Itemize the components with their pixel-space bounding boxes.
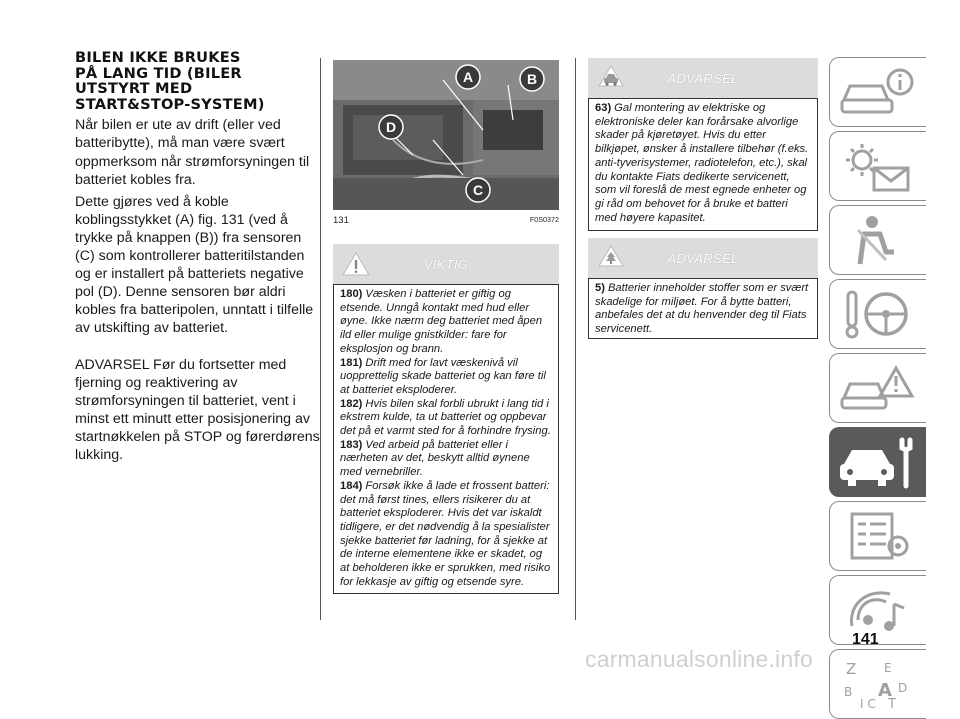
advarsel-environment-body xyxy=(588,278,818,339)
notice-item xyxy=(340,357,553,398)
notice-item xyxy=(340,398,553,439)
notice-item-text: Ved arbeid på batteriet eller i nærheten av det, beskytt alltid øynene med vernebriller. xyxy=(340,438,530,479)
tab-safety[interactable] xyxy=(829,205,926,275)
svg-text:I C: I C xyxy=(860,697,876,711)
notice-item-text: Forsøk ikke å lade et frossent batteri: det må først tines, ellers risikerer du at batteriet eksploderer. Hvis det var iskaldt tidligere, er det nødvendig å la spesialister sjekke batteriet før ladning, for å sjekke at de interne elementene ikke er skadet, og at beholderen ikke er sprukken, med risiko for lekkasje av giftig og etsende syre. xyxy=(340,479,551,588)
viktig-title: VIKTIG xyxy=(423,257,469,272)
alphabetical-index-icon xyxy=(838,656,918,712)
viktig-notice-header xyxy=(333,244,559,284)
advarsel-environment-header xyxy=(588,238,818,278)
svg-text:D: D xyxy=(898,681,908,695)
paragraph-disconnect-steps: Dette gjøres ved å koble koblingsstykket (A) fig. 131 (ved å trykke på knappen (B)) fra sensoren (C) som kontrollerer batteritilstanden og er installert på batteriets negative pol (D). Denne sensoren bør aldri kobles fra batteripolen, unntatt i tilfelle av utskifting av batteriet. xyxy=(75,193,314,337)
watermark-text: carmanualsonline.info xyxy=(585,646,813,672)
callout-a xyxy=(456,65,480,89)
seat-belt-person-icon xyxy=(838,212,918,270)
figure-caption xyxy=(333,215,559,227)
battery-photo-illustration xyxy=(333,60,559,210)
notice-item-text: Gal montering av elektriske og elektroniske deler kan forårsake alvorlige skader på kjøretøyet. Hvis du etter bilkjøpet, ønsker å installere tilbehør (f.eks. anti-tyverisystemer, radiotelefon, etc.), skal du kontakte Fiats dedikerte servicenett, som vil foreslå de mest egnede enheter og gi råd om behovet for å bruke et batteri med høyere kapasitet. xyxy=(595,102,809,224)
figure-number: 131 xyxy=(333,215,349,226)
tab-technical-data[interactable] xyxy=(829,501,926,571)
tab-emergency[interactable] xyxy=(829,353,926,423)
notice-item xyxy=(340,288,553,357)
tab-car-info[interactable] xyxy=(829,57,926,127)
column-divider xyxy=(575,58,576,620)
svg-text:C: C xyxy=(472,182,484,198)
svg-text:A: A xyxy=(878,680,892,701)
svg-text:D: D xyxy=(385,119,397,135)
notice-item xyxy=(340,439,553,480)
left-text-column xyxy=(75,50,323,464)
car-crash-warning-icon xyxy=(838,360,918,418)
svg-text:E: E xyxy=(884,661,892,675)
car-info-icon xyxy=(838,64,918,122)
heading-line: START&STOP-SYSTEM) xyxy=(75,95,265,113)
svg-text:Z: Z xyxy=(846,660,857,678)
section-heading xyxy=(75,50,323,112)
heading-line: UTSTYRT MED xyxy=(75,80,193,98)
notice-item-text: Drift med for lavt væskenivå vil uopprettelig skade batteriet og kan føre til at batteriet eksploderer. xyxy=(340,356,546,396)
notice-item-number: 63) xyxy=(595,102,612,114)
notice-item-text: Hvis bilen skal forbli ubrukt i lang tid i ekstrem kulde, ta ut batteriet og oppbevar det på et varmt sted for å forhindre frysing. xyxy=(340,397,551,438)
callout-b xyxy=(520,67,544,91)
notice-item-number: 180) xyxy=(340,288,363,300)
svg-text:B: B xyxy=(526,71,538,87)
notice-item-text: Væsken i batteriet er giftig og etsende. Unngå kontakt med hud eller øyne. Ikke nærm deg batteriet med åpen ild eller mulige gnistkilder: fare for eksplosjon og brann. xyxy=(340,288,543,355)
svg-text:B: B xyxy=(844,685,853,699)
maintenance-list-icon xyxy=(838,508,918,566)
viktig-notice-body xyxy=(333,284,559,594)
svg-text:T: T xyxy=(888,697,896,712)
notice-item-number: 183) xyxy=(340,438,363,451)
notice-item-text: Batterier inneholder stoffer som er svært skadelige for miljøet. For å bytte batteri, anbefales det at du henvender deg til Fiats servicenett. xyxy=(595,282,809,336)
tab-index[interactable] xyxy=(829,649,926,719)
battery-sensor-figure xyxy=(333,60,559,210)
car-wrench-icon xyxy=(838,434,918,492)
svg-text:A: A xyxy=(462,69,474,85)
dashboard-lights-mail-icon xyxy=(838,138,918,196)
notice-item xyxy=(340,480,553,590)
figure-code: F0S0372 xyxy=(529,215,559,224)
paragraph-disconnect-intro: Når bilen er ute av drift (eller ved batteribytte), må man være svært oppmerksom når strømforsyningen til batteriet kobles fra. xyxy=(75,117,310,188)
tab-dashboard-lights[interactable] xyxy=(829,131,926,201)
notice-item-number: 184) xyxy=(340,479,363,492)
tab-starting-driving[interactable] xyxy=(829,279,926,349)
callout-c xyxy=(466,178,490,202)
column-divider xyxy=(320,58,321,620)
advarsel-notice-header xyxy=(588,58,818,98)
paragraph-advarsel-wait: ADVARSEL Før du fortsetter med fjerning og reaktivering av strømforsyningen til batteriet, vent i minst ett minutt etter posisjonering av startnøkkelen på STOP og førerdørens lukking. xyxy=(75,356,320,463)
advarsel-title: ADVARSEL xyxy=(667,71,739,86)
callout-d xyxy=(379,115,403,139)
advarsel-notice-body xyxy=(588,98,818,231)
heading-line: BILEN IKKE BRUKES xyxy=(75,49,241,66)
notice-item-number: 181) xyxy=(340,356,363,369)
page-number: 141 xyxy=(852,631,879,648)
notice-item-number: 5) xyxy=(595,282,605,294)
advarsel-title: ADVARSEL xyxy=(667,251,739,266)
heading-line: PÅ LANG TID (BILER xyxy=(75,64,242,82)
notice-item-number: 182) xyxy=(340,397,363,410)
key-steering-wheel-icon xyxy=(838,286,918,344)
tab-servicing-maintenance[interactable] xyxy=(829,427,926,497)
